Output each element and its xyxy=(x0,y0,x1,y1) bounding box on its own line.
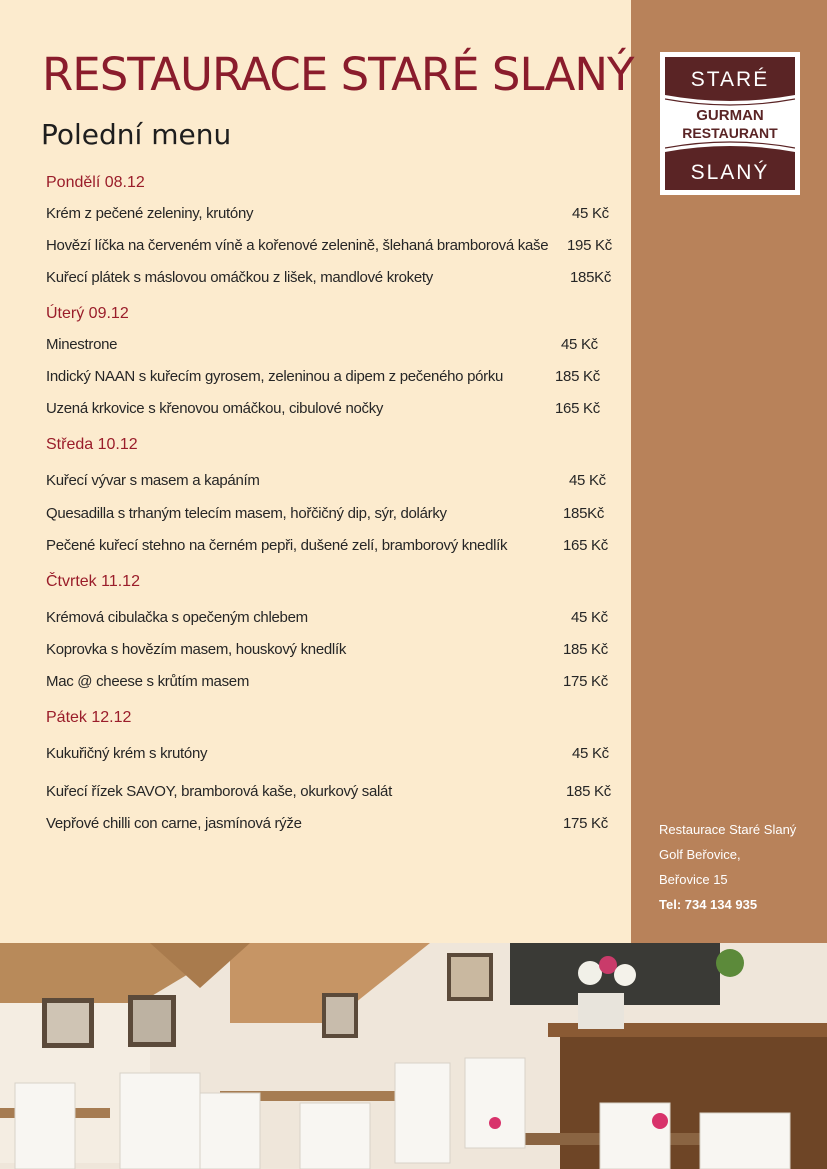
logo-text-restaurant: RESTAURANT xyxy=(682,125,778,141)
day-heading-friday: Pátek 12.12 xyxy=(46,709,132,726)
menu-item-price: 45 Kč xyxy=(572,205,609,222)
menu-item-price: 185 Kč xyxy=(555,368,600,385)
menu-item-name: Vepřové chilli con carne, jasmínová rýže xyxy=(46,815,302,832)
logo-text-gurman: GURMAN xyxy=(696,107,764,124)
menu-item-name: Krémová cibulačka s opečeným chlebem xyxy=(46,609,308,626)
menu-item-name: Kukuřičný krém s krutóny xyxy=(46,745,208,762)
phone-number: Tel: 734 134 935 xyxy=(659,897,758,912)
day-heading-thursday: Čtvrtek 11.12 xyxy=(46,573,140,590)
logo-graphic xyxy=(665,57,795,190)
address-line2: Beřovice 15 xyxy=(659,872,728,887)
menu-item-price: 45 Kč xyxy=(569,472,606,489)
day-heading-monday: Pondělí 08.12 xyxy=(46,174,145,191)
menu-item-name: Hovězí líčka na červeném víně a kořenové zelenině, šlehaná bramborová kaše xyxy=(46,237,549,254)
menu-item-name: Mac @ cheese s krůtím masem xyxy=(46,673,250,690)
logo-text-top: STARÉ xyxy=(690,68,770,91)
menu-item-price: 175 Kč xyxy=(563,815,608,832)
menu-item-name: Kuřecí plátek s máslovou omáčkou z lišek, mandlové krokety xyxy=(46,269,433,286)
address-line1: Golf Beřovice, xyxy=(659,847,741,862)
menu-item-price: 175 Kč xyxy=(563,673,608,690)
page-subtitle: Polední menu xyxy=(41,118,232,151)
restaurant-logo xyxy=(660,52,800,195)
interior-illustration xyxy=(0,943,827,1169)
menu-item-price: 185 Kč xyxy=(566,783,611,800)
menu-item-price: 45 Kč xyxy=(561,336,598,353)
contact-info xyxy=(659,817,796,917)
menu-item-name: Pečené kuřecí stehno na černém pepři, dušené zelí, bramborový knedlík xyxy=(46,537,508,554)
address-name: Restaurace Staré Slaný xyxy=(659,822,797,837)
day-heading-wednesday: Středa 10.12 xyxy=(46,436,138,453)
menu-item-price: 45 Kč xyxy=(572,745,609,762)
menu-item-price: 165 Kč xyxy=(555,400,600,417)
restaurant-interior-photo xyxy=(0,943,827,1169)
menu-item-name: Uzená krkovice s křenovou omáčkou, cibulové nočky xyxy=(46,400,384,417)
day-heading-tuesday: Úterý 09.12 xyxy=(46,305,129,322)
menu-item-name: Indický NAAN s kuřecím gyrosem, zeleninou a dipem z pečeného pórku xyxy=(46,368,504,385)
menu-item-name: Krém z pečené zeleniny, krutóny xyxy=(46,205,254,222)
menu-item-name: Minestrone xyxy=(46,336,118,353)
menu-item-price: 185 Kč xyxy=(563,641,608,658)
menu-item-name: Quesadilla s trhaným telecím masem, hořčičný dip, sýr, dolárky xyxy=(46,505,447,522)
menu-item-price: 45 Kč xyxy=(571,609,608,626)
menu-item-price: 185Kč xyxy=(570,269,612,286)
menu-item-price: 195 Kč xyxy=(567,237,612,254)
logo-text-bottom: SLANÝ xyxy=(690,161,770,184)
menu-item-name: Koprovka s hovězím masem, houskový knedlík xyxy=(46,641,347,658)
menu-item-name: Kuřecí řízek SAVOY, bramborová kaše, okurkový salát xyxy=(46,783,392,800)
menu-item-price: 185Kč xyxy=(563,505,605,522)
menu-item-price: 165 Kč xyxy=(563,537,608,554)
menu-item-name: Kuřecí vývar s masem a kapáním xyxy=(46,472,260,489)
page-title: RESTAURACE STARÉ SLANÝ xyxy=(42,48,634,101)
